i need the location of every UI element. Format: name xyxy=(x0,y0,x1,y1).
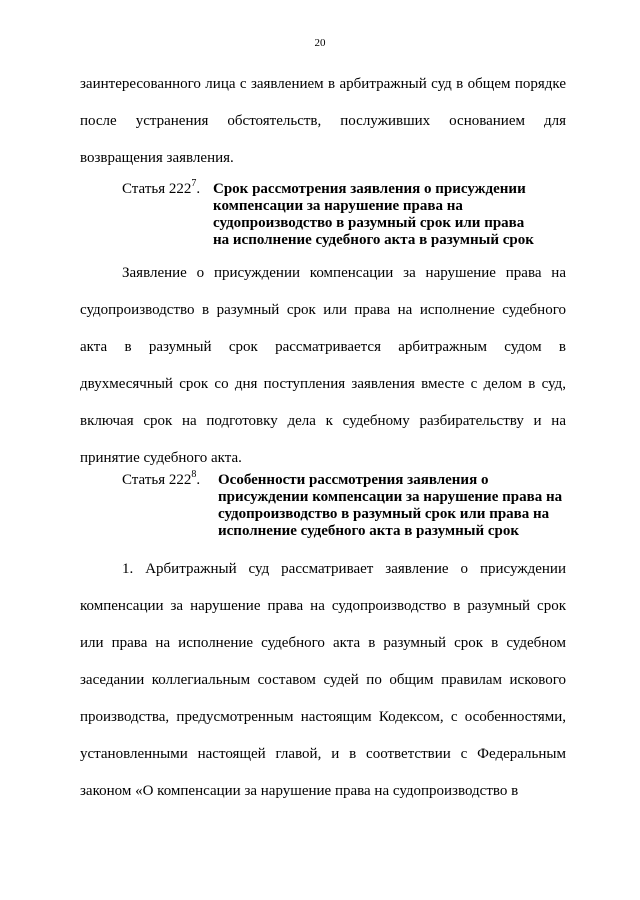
article-222-7-body xyxy=(80,255,566,477)
article-222-8-title-line: судопроизводство в разумный срок или права на xyxy=(218,506,550,522)
article-222-7-paragraph: Заявление о присуждении компенсации за нарушение права на судопроизводство в разумный срок или права на исполнение судебного акта в разумный срок рассматривается арбитражным судом в двухмесячный срок со дня поступления заявления вместе с делом в суд, включая срок на подготовку дела к судебному разбирательству и на принятие судебного акта. xyxy=(80,265,566,466)
intro-line-1: заинтересованного лица с заявлением в арбитражный суд в общем порядке xyxy=(80,76,566,92)
article-222-8-label: Статья $222^8$. xyxy=(122,469,201,488)
article-222-8-paragraph: 1. Арбитражный суд рассматривает заявление о присуждении компенсации за нарушение права на судопроизводство в разумный срок или права на исполнение судебного акта в разумный срок в судебном заседании коллегиальным составом судей по общим правилам искового производства, предусмотренным настоящим Кодексом, с особенностями, установленными настоящей главой, и в соответствии с Федеральным законом «О компенсации за нарушение права на судопроизводство в xyxy=(80,561,566,799)
article-222-7-title-line: Срок рассмотрения заявления о присуждении xyxy=(213,181,526,197)
article-222-8-title-line: исполнение судебного акта в разумный срок xyxy=(218,523,520,539)
article-222-7-title-line: судопроизводство в разумный срок или права xyxy=(213,215,525,231)
article-222-8-body xyxy=(80,551,566,810)
intro-line-2: после устранения обстоятельств, послуживших основанием для xyxy=(80,113,566,129)
article-222-8-title xyxy=(218,472,562,540)
article-222-8-title-line: Особенности рассмотрения заявления о xyxy=(218,472,489,488)
page-number: 20 xyxy=(314,37,326,49)
article-222-7-label: Статья $222^7$. xyxy=(122,178,201,197)
article-222-7-title-line: компенсации за нарушение права на xyxy=(213,198,463,214)
article-222-8-heading xyxy=(122,469,563,540)
article-222-7-title xyxy=(213,181,534,249)
intro-paragraph xyxy=(80,66,566,177)
article-222-7-title-line: на исполнение судебного акта в разумный срок xyxy=(213,232,534,248)
intro-line-3: возвращения заявления. xyxy=(80,150,234,166)
article-222-8-title-line: присуждении компенсации за нарушение права на xyxy=(218,489,563,505)
article-222-7-heading xyxy=(122,178,534,249)
